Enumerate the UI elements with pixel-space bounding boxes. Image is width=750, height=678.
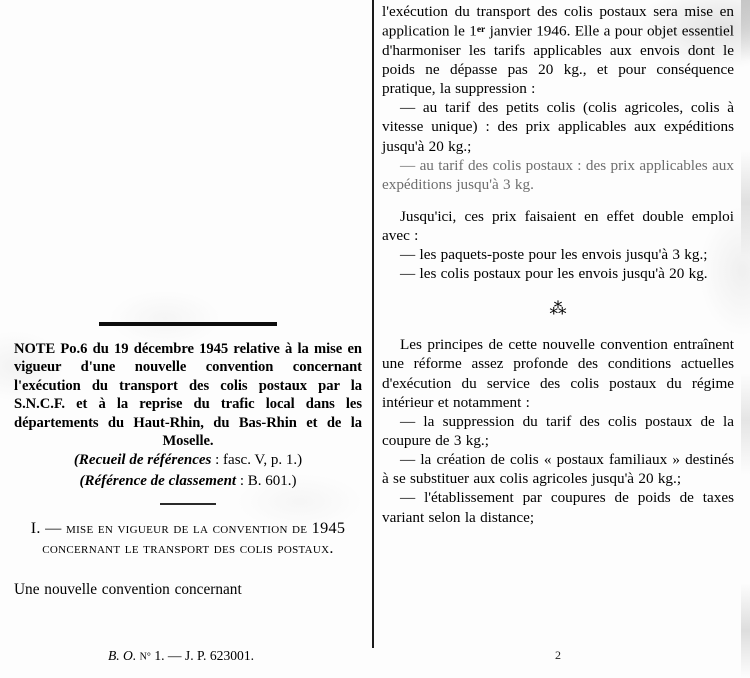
section-numeral: I.: [30, 519, 41, 538]
dash-item-petits-colis: — au tarif des petits colis (colis agricoles, colis à vitesse unique) : des prix applicables aux expéditions jusqu'à 20 kg.;: [382, 99, 734, 155]
note-heading-block: NOTE Po.6 du 19 décembre 1945 relative à la mise en vigueur d'une nouvelle convention concernant l'exécution du transport des colis postaux par la S.N.C.F. et à la reprise du trafic local dans les départements du Haut-Rhin, du Bas-Rhin et de la Moselle.: [14, 341, 362, 450]
section-title-part-2: concernant le transport des colis postaux.: [42, 539, 334, 558]
section-heading: [14, 518, 362, 558]
reference-recueil-value: : fasc. V, p. 1.): [211, 452, 303, 469]
horizontal-rule-thick: [99, 322, 277, 326]
dash-item-creation-colis-familiaux: — la création de colis « postaux familiaux » destinés à se substituer aux colis agricoles jusqu'à 20 kg.;: [382, 451, 734, 488]
reference-classement-value: : B. 601.): [236, 473, 297, 490]
ordinal-suffix-er: er: [476, 25, 486, 36]
paragraph-intro-text-after: janvier 1946. Elle a pour objet essentiel d'harmoniser les tarifs applicables aux envois dont le poids ne dépasse pas 20 kg., et pour conséquence pratique, la suppression :: [382, 22, 734, 98]
dash-item-etablissement-coupures: — l'établissement par coupures de poids de taxes variant selon la distance;: [382, 489, 734, 526]
right-column: [382, 2, 734, 527]
reference-classement: [14, 471, 362, 492]
paragraph-jusquici: Jusqu'ici, ces prix faisaient en effet double emploi avec :: [382, 207, 734, 244]
dash-item-colis-postaux-envois: — les colis postaux pour les envois jusqu'à 20 kg.: [400, 265, 708, 283]
footer-bulletin: B. O.: [107, 648, 137, 663]
page-footer-reference: [0, 648, 362, 664]
paragraph-principes: Les principes de cette nouvelle convention entraînent une réforme assez profonde des conditions actuelles d'exécution du service des colis postaux du régime intérieur et notamment :: [382, 336, 734, 411]
section-title-part-1: mise en vigueur de la convention de: [66, 519, 308, 538]
reference-classement-label: (Référence de classement: [79, 473, 237, 490]
section-year: 1945: [311, 519, 346, 538]
left-column: [0, 0, 372, 678]
reference-recueil: [14, 450, 362, 471]
dash-item-colis-postaux-tarif: — au tarif des colis postaux : des prix applicables aux expéditions jusqu'à 3 kg.: [382, 156, 734, 193]
column-divider-rule: [372, 0, 374, 648]
asterism-ornament: ⁂: [549, 299, 567, 319]
dash-item-suppression-tarif: — la suppression du tarif des colis postaux de la coupure de 3 kg.;: [382, 412, 734, 449]
footer-issue-marker: N°: [139, 651, 151, 663]
left-body-paragraph: Une nouvelle convention concernant: [14, 581, 242, 599]
paragraph-intro-continued: [382, 2, 734, 98]
footer-issue-number: 1.: [154, 648, 165, 663]
dash-item-paquets-poste: — les paquets-poste pour les envois jusqu'à 3 kg.;: [400, 245, 708, 263]
paragraph-intro-text-before: l'exécution du transport des colis postaux sera mise en application le 1: [382, 3, 734, 40]
footer-separator: —: [167, 648, 182, 663]
page-number: 2: [555, 648, 561, 662]
section-dash: —: [45, 519, 62, 538]
footer-reference: J. P. 623001.: [184, 648, 255, 663]
reference-recueil-label: (Recueil de références: [73, 452, 212, 469]
left-column-content: [14, 322, 362, 600]
horizontal-rule-thin: [160, 503, 216, 505]
